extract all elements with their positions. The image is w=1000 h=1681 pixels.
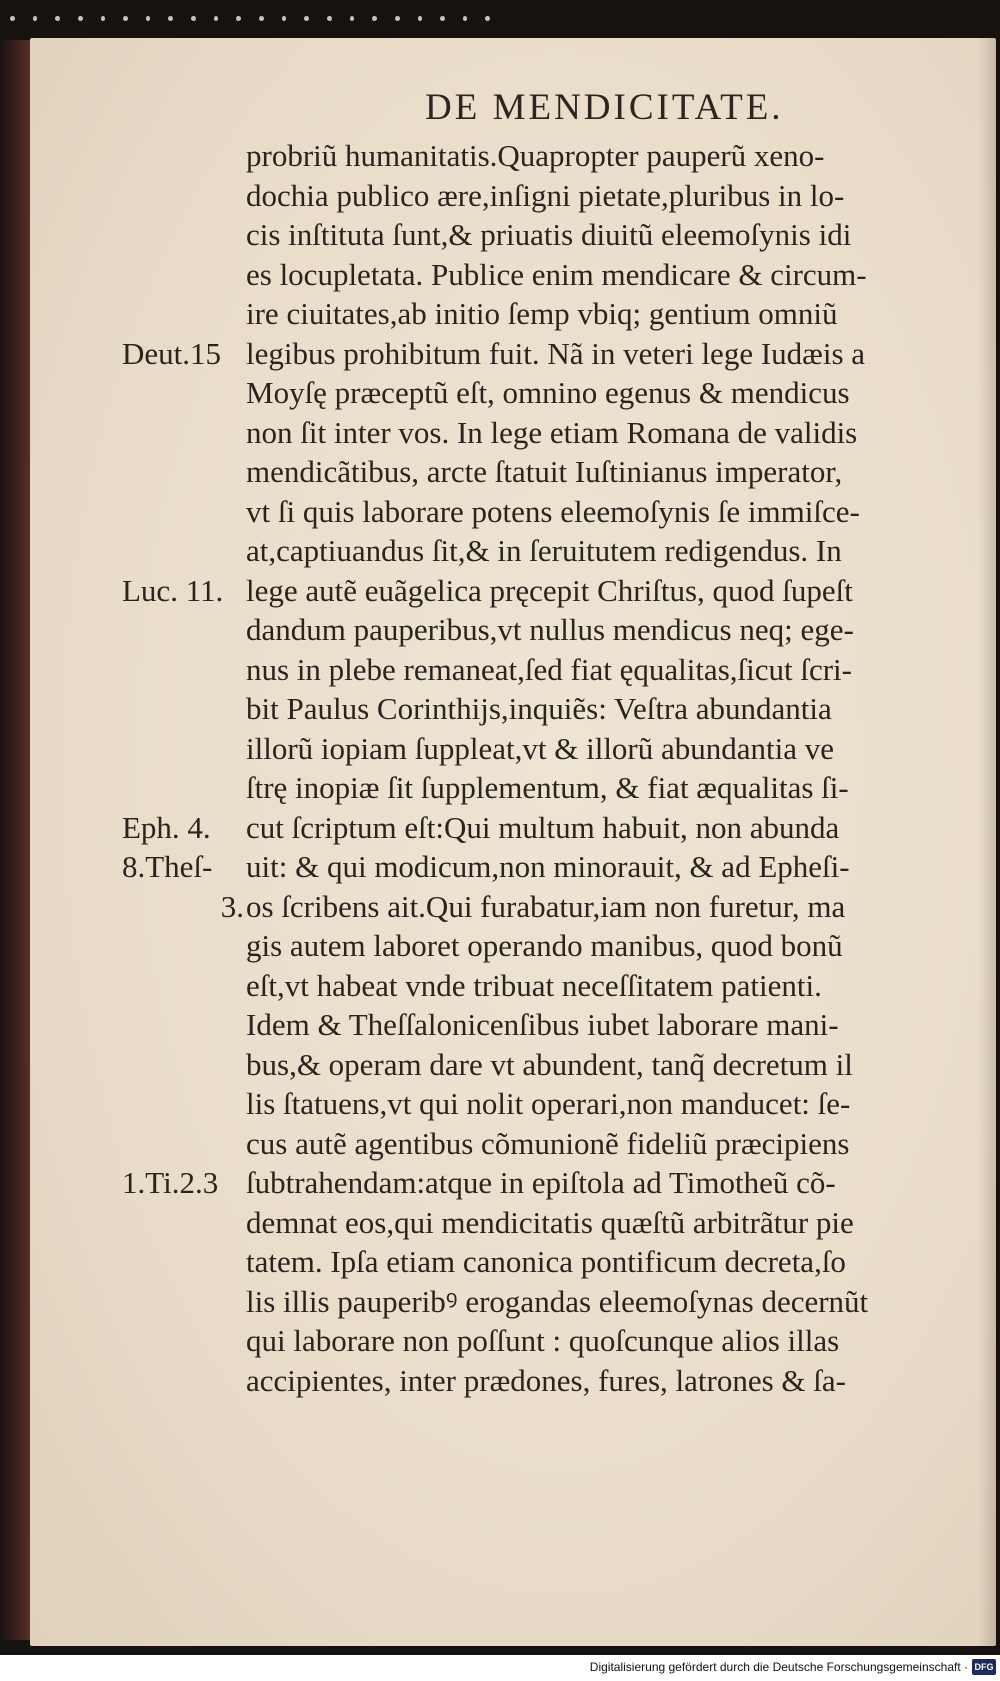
marginal-note: 3. [220, 888, 244, 924]
marginal-note: Eph. 4. [122, 809, 211, 845]
ruler-dot [372, 16, 377, 21]
ruler-dot [123, 16, 128, 21]
marginal-note: Luc. 11. [122, 572, 224, 608]
ruler-dot [463, 16, 468, 21]
ruler-dot [191, 16, 196, 21]
text-line: non ſit inter vos. In lege etiam Romana de validis [246, 414, 858, 450]
text-line: ire ciuitates,ab initio ſemp vbiq; gentium omniũ [246, 296, 838, 331]
text-line: illorũ iopiam ſuppleat,vt & illorũ abundantia ve [246, 730, 835, 766]
ruler-dot [485, 16, 490, 21]
text-line: es locupletata. Publice enim mendicare & circum- [246, 256, 867, 292]
ruler-dot [350, 16, 355, 21]
text-line: cut ſcriptum eſt:Qui multum habuit, non abunda [246, 809, 840, 845]
book-page [30, 38, 996, 1646]
text-line: nus in plebe remaneat,ſed fiat ęqualitas,ſicut ſcri- [246, 651, 852, 687]
ruler-dots [10, 8, 490, 28]
ruler-dot [214, 16, 219, 21]
text-line: lis ſtatuens,vt qui nolit operari,non manducet: ſe- [246, 1086, 851, 1121]
text-line: os ſcribens ait.Qui furabatur,iam non furetur, ma [246, 888, 846, 924]
text-line: qui laborare non poſſunt : quoſcunque alios illas [246, 1323, 840, 1358]
ruler-dot [327, 16, 332, 21]
text-line: ſtrę inopiæ ſit ſupplementum, & fiat æqualitas ſi- [246, 770, 849, 805]
footer-bar [0, 1655, 1000, 1681]
book-edge [0, 40, 30, 1640]
ruler-dot [146, 16, 151, 21]
text-line: cis inſtituta ſunt,& priuatis diuitũ eleemoſynis idi [246, 217, 852, 252]
text-line: ſubtrahendam:atque in epiſtola ad Timotheũ cõ- [246, 1165, 836, 1200]
text-line: bit Paulus Corinthijs,inquiẽs: Veſtra abundantia [246, 691, 832, 726]
text-line: at,captiuandus ſit,& in ſeruitutem redigendus. In [246, 533, 842, 568]
ruler-dot [78, 16, 83, 21]
text-line: probriũ humanitatis.Quapropter pauperũ xeno- [246, 138, 825, 173]
text-line: tatem. Ipſa etiam canonica pontificum decreta,ſo [246, 1244, 846, 1279]
ruler-dot [10, 16, 15, 21]
funding-credit: Digitalisierung gefördert durch die Deutsche Forschungsgemeinschaft · [589, 1660, 968, 1674]
marginal-notes [122, 136, 246, 1336]
ruler-dot [55, 16, 60, 21]
ruler-dot [418, 16, 423, 21]
text-line: demnat eos,qui mendicitatis quæſtũ arbitrãtur pie [246, 1204, 854, 1240]
ruler-dot [304, 16, 309, 21]
text-line: lis illis pauperibꝰ erogandas eleemoſynas decernũt [246, 1283, 869, 1319]
text-line: cus autẽ agentibus cõmunionẽ fideliũ præcipiens [246, 1125, 850, 1161]
text-line: mendicãtibus, arcte ſtatuit Iuſtinianus imperator, [246, 454, 843, 489]
ruler-dot [282, 16, 287, 21]
marginal-note: 1.Ti.2.3 [122, 1165, 219, 1200]
text-line: legibus prohibitum fuit. Nã in veteri lege Iudæis a [246, 335, 866, 371]
text-line: lege autẽ euãgelica pręcepit Chriſtus, quod ſupeſt [246, 572, 853, 608]
ruler-dot [101, 16, 106, 21]
body-text [246, 136, 976, 1400]
running-title: DE MENDICITATE. [425, 87, 784, 128]
text-line: accipientes, inter prædones, fures, latrones & ſa- [246, 1362, 846, 1398]
ruler-dot [259, 16, 264, 21]
page-gutter-shadow [978, 38, 996, 1646]
dfg-logo: DFG [972, 1659, 996, 1675]
text-line: Idem & Theſſalonicenſibus iubet laborare mani- [246, 1007, 839, 1042]
text-line: vt ſi quis laborare potens eleemoſynis ſe immiſce- [246, 493, 860, 529]
ruler-dot [440, 16, 445, 21]
text-line: dandum pauperibus,vt nullus mendicus neq; ege- [246, 612, 854, 647]
marginal-note: Deut.15 [122, 335, 222, 371]
text-line: bus,& operam dare vt abundent, tanq̃ decretum il [246, 1046, 853, 1082]
ruler-dot [168, 16, 173, 21]
text-line: dochia publico ære,inſigni pietate,pluribus in lo- [246, 177, 845, 213]
text-line: Moyſę præceptũ eſt, omnino egenus & mendicus [246, 375, 850, 410]
ruler-dot [33, 16, 38, 21]
ruler-dot [236, 16, 241, 21]
ruler-dot [395, 16, 400, 21]
text-line: uit: & qui modicum,non minorauit, & ad Epheſi- [246, 849, 850, 884]
text-line: gis autem laboret operando manibus, quod bonũ [246, 928, 843, 963]
text-line: eſt,vt habeat vnde tribuat neceſſitatem patienti. [246, 967, 822, 1003]
marginal-note: 8.Theſ- [122, 849, 213, 884]
